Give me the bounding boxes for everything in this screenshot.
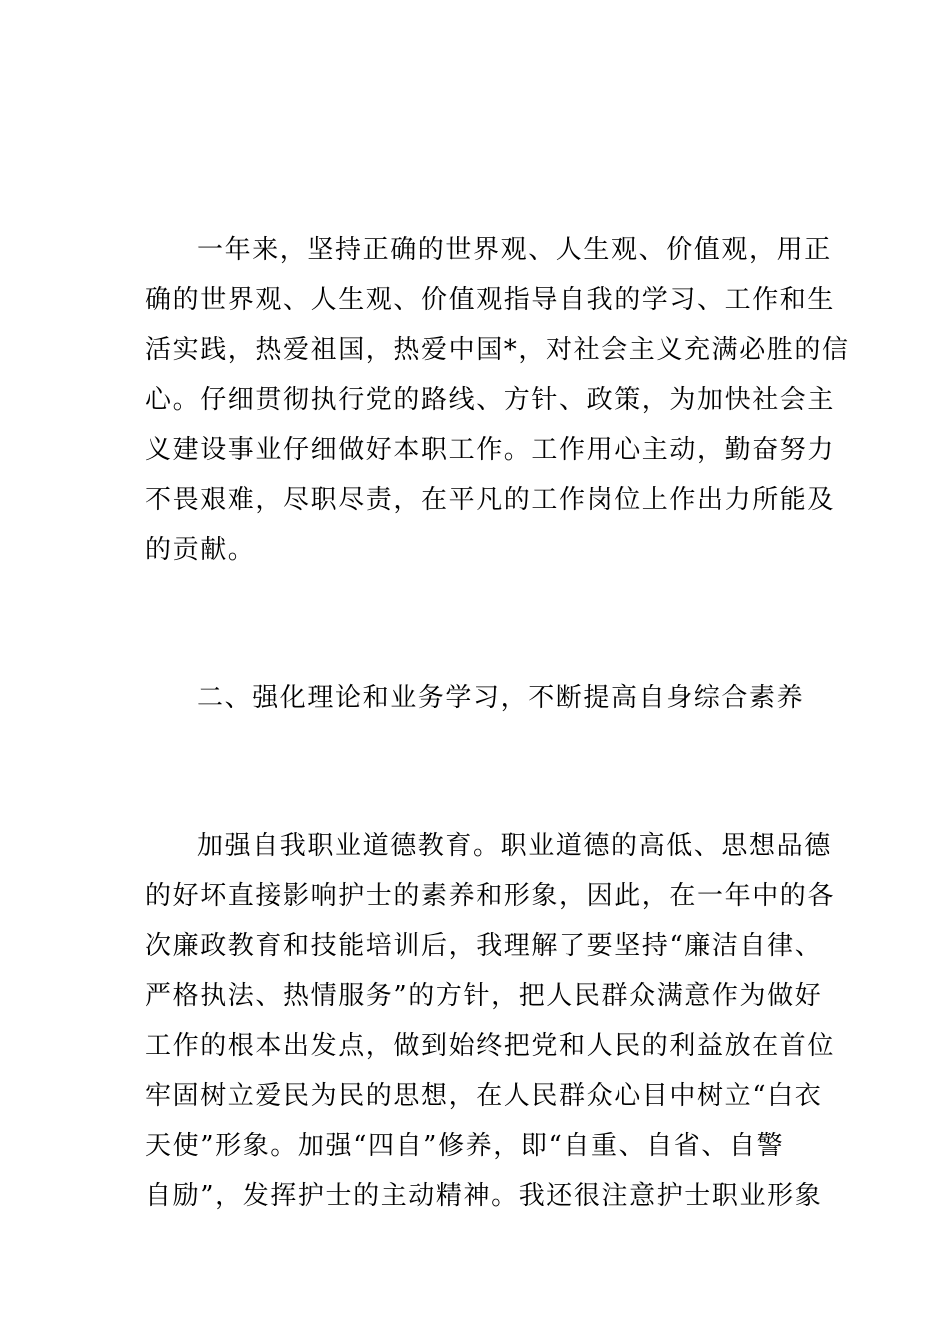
paragraph1-line: 义建设事业仔细做好本职工作。工作用心主动，勤奋努力 [145,435,836,465]
paragraph1-line: 一年来，坚持正确的世界观、人生观、价值观，用正 [197,235,832,265]
paragraph2-line: 的好坏直接影响护士的素养和形象，因此，在一年中的各 [145,881,836,911]
paragraph2-line: 严格执法、热情服务”的方针，把人民群众满意作为做好 [145,981,823,1011]
paragraph1-line: 活实践，热爱祖国，热爱中国*，对社会主义充满必胜的信 [145,335,850,365]
paragraph2-line: 牢固树立爱民为民的思想，在人民群众心目中树立“白衣 [145,1081,823,1111]
paragraph2-line: 次廉政教育和技能培训后，我理解了要坚持“廉洁自律、 [145,931,823,961]
paragraph1-line: 的贡献。 [145,535,256,565]
paragraph1-line: 确的世界观、人生观、价值观指导自我的学习、工作和生 [145,285,836,315]
section-heading: 二、强化理论和业务学习，不断提高自身综合素养 [197,683,805,713]
paragraph1-line: 不畏艰难，尽职尽责，在平凡的工作岗位上作出力所能及 [145,485,836,515]
paragraph2-line: 工作的根本出发点，做到始终把党和人民的利益放在首位 [145,1031,836,1061]
paragraph2-line: 加强自我职业道德教育。职业道德的高低、思想品德 [197,831,832,861]
paragraph2-line: 天使”形象。加强“四自”修养，即“自重、自省、自警 [145,1131,785,1161]
paragraph1-line: 心。仔细贯彻执行党的路线、方针、政策，为加快社会主 [145,385,836,415]
paragraph2-line: 自励”，发挥护士的主动精神。我还很注意护士职业形象 [145,1181,823,1211]
